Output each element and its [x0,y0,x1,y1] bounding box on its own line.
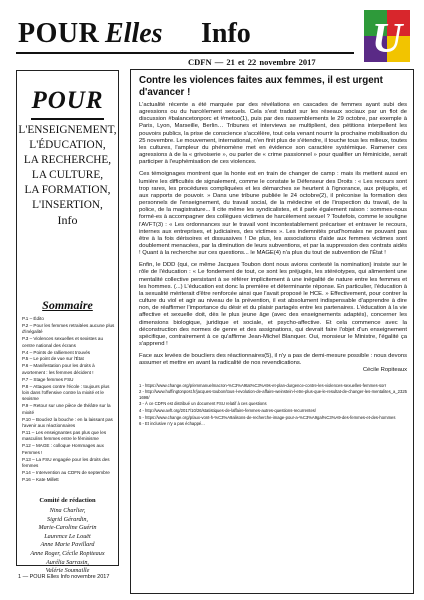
sommaire-item[interactable]: P.3 – Violences sexuelles et sexistes au centre national des écrans [22,336,104,348]
fsu-logo-icon [364,10,410,62]
comite-member: Valérie Soumaille [45,567,90,575]
comite-member: Marie-Caroline Guérin [38,524,97,532]
footnote: 6 - Et inclusive n'y a pas échappé... [139,421,205,427]
comite-member: Sigrid Gérardin, [46,515,89,523]
field-line: Info [57,213,78,227]
footnote[interactable]: 5 - https://www.change.org/p/aux-vont-h-%C3%A9alisons-de-recherche-image-pour-a-%C3%A9gal%C3%A9-des-femmes-et-des-hommes [139,414,396,420]
masthead-info: Info [201,18,251,49]
masthead-elles: Elles [105,18,163,49]
article-title: Contre les violences faites aux femmes, il est urgent d'avancer ! [139,75,383,98]
sidebar-rule [31,118,104,120]
sommaire-item[interactable]: P.8 – Attaques contre l'école : toujours plus loin dans l'offensive contre la mixité et le sexisme [22,383,110,402]
comite-list [17,507,118,576]
editorial-article [130,69,414,594]
footnote[interactable]: 1 - https://www.change.org/p/emmanuelmacron-%C3%A9tat%C3%A9s-et-plan-durgence-contre-les-violences-sexuelles-femmes-sorr [139,382,387,388]
masthead-pour: POUR [18,18,100,49]
footnote: 3 - À ce CDFN est distribué un document FSU relatif à ces questions [139,401,267,407]
article-paragraph: L'actualité récente a été marquée par des révélations en cascades de femmes ayant subi des agressions ou du harcèlement sexuels. Cela s'est traduit sur les réseaux sociaux par un flot de discussion #balancetonporc et #metoo(1), puis par des rassemblements le 29 octobre, par exemple à Paris, Lyon, Marseille, Berlin… Tribunes et interviews se multiplient, des pétitions interpellent les pouvoirs publics, la prise de conscience s'accélère, tout cela venant nourrir la prochaine mobilisation du 25 novembre. Le mouvement, international, n'en finit plus de s'étendre, il touche tous les milieux, toutes les cultures, l'ampleur du phénomène met en évidence son caractère systémique. Ramener ces agressions à de la « grivoiserie », ou parler de « crime passionnel » pour qualifier un féminicide, serait participer à l'euphémisation de ces violences. [139,102,407,166]
field-line: L'ENSEIGNEMENT, [18,124,117,136]
sommaire-item[interactable]: P.11 – Les enseignantes pas plus que les masculins femmes entre le féminisme [22,429,107,442]
sommaire-title: Sommaire [42,298,93,312]
issue-line: CDFN — 21 et 22 novembre 2017 [188,57,316,67]
left-sidebar [16,70,119,575]
article-paragraph: Face aux levées de boucliers des réactionnaires(5), il n'y a pas de demi-mesure possible : nous devons assumer et mettre en avant la radicalité de nos revendications. [139,353,407,367]
field-line: LA FORMATION, [24,184,111,196]
sommaire-item[interactable]: P.7 – Stage femmes FSU [22,376,74,382]
field-line: LA RECHERCHE, [23,154,112,166]
sommaire-item[interactable]: P.10 – Bouclez la bouche : en la laissant pas l'avenir aux réactionnaires [22,416,113,428]
field-line: L'ÉDUCATION, [29,139,106,151]
footnote[interactable]: 4 - http://www.avft.org/2017/10/26/statistiques-de-laffaire-femmes-autres-questions-recurrentes/ [139,408,317,413]
svg-text:U: U [371,16,403,62]
page-footer: 1 — POUR Elles Info novembre 2017 [18,574,110,580]
masthead-rule [16,52,354,54]
comite-member: Anne Marie Pavillard [40,541,95,549]
sidebar-pour: POUR [31,87,104,114]
article-paragraph: Enfin, le DDD (qui, ce même Jacques Toubon dont nous avions contesté la nomination) insiste sur le rôle de l'éducation : « Le fondement de tout, ce sont les préjugés, les stéréotypes, qui alimentent une mentalité collective persistant à se référer implicitement à une inégalité de nature entre les femmes et les hommes. (...) L'éducation est donc la première et déterminante réponse. En particulier, l'éducation à la sexualité mériterait d'être renforcée ainsi que l'avait proposé le HCE. » Effectivement, pour contrer la culture du viol et agir au niveau de la prévention, il est absolument indispensable d'apprendre à dire non, de réaffirmer l'importance du désir et du plaisir partagés entre les partenaires. L'éducation à la vie affective et sexuelle doit, dès le plus jeune âge (avec des enseignements adaptés), concerner les dimensions biologique, juridique et sociale, et psycho-affective. Et cela commence avec la déconstruction des normes de genre et des assignations, qui devrait faire l'objet d'un enseignement spécifique, contrairement à ce qu'affirme Jean-Michel Blanquer. Oui, monsieur le Ministre, l'égalité ça s'apprend ! [139,262,407,347]
comite-member: Laurence Le Louët [44,532,91,540]
footnote[interactable]: 2 - http://www.huffingtonpost.fr/jacques-toubon/tous-l-evolution-de-affaire-weinstein-l-etre-plus-que-le-resultat-de-changer-les-mentalites_a_23251698/ [139,389,407,400]
sommaire-item[interactable]: P.1 – Édito [22,316,44,321]
sommaire-item[interactable]: P.9 – Retour sur une pièce de théâtre sur la mixité [22,403,111,415]
comite-member: Nina Charlier, [49,507,86,514]
sommaire-item[interactable]: P.14 – Intervention au CDFN de septembre [22,469,110,475]
field-line: LA CULTURE, [31,169,104,181]
article-body [139,102,407,428]
article-signature: Cécile Ropiteaux [362,367,407,374]
comite-title: Comité de rédaction [39,497,96,504]
sidebar-fields [17,123,118,228]
sommaire-item[interactable]: P.16 – Kate Millett [22,476,59,482]
article-paragraph: Ces témoignages montrent que la honte est en train de changer de camp : mais ils mettent aussi en lumière les difficultés de signalement, comme le constate le Défenseur des Droits : « Les recours sont trop rares, les procédures compliquées et les démarches se heurtent à l'ignorance, aux préjugés, et aux rapports de pouvoir. » Dans une tribune publiée le 24 octobre(2), il préconise la formation des personnels de l'enseignement, du travail social, de la médecine et de l'inspection du travail, de la police, de la magistrature... Il cite même les syndicalistes, et il parle également raison : sommes-nous formé-es à accompagner des collègues victimes de harcèlement sexuel ? Toutefois, comme le souligne l'AVFT(3) : « Les ordonnances sur le travail vont incontestablement précariser et entraver le recours, internes aux entreprises, et judiciaires, des victimes ». Les indemnités prud'homales ne pouvant pas être à la fois dérisoires et dissuasives ! De plus, les associations d'aide aux femmes victimes sont doublement menacées, par la diminution de leurs subventions, et par la suppression des contrats aidés ! Quant à la recherche sur ces questions... le MAGE(4) n'a plus du tout de subvention de l'État ! [139,171,407,257]
sommaire-item[interactable]: P.4 – Points de ralliement trouvés [22,349,91,355]
comite-member: Aurélia Sarrasin, [46,558,89,566]
sommaire-item[interactable]: P.12 – MAGE : colloque Hommages aux Femmes ! [22,443,104,455]
field-line: L'INSERTION, [32,199,103,211]
sommaire-item[interactable]: P.2 – Pour les femmes retraitées aucune plus d'inégalité [22,322,115,335]
sommaire-item[interactable]: P.6 – Manifestation pour les droits à avortement : les femmes décident ! [22,363,95,375]
sommaire-list [22,316,116,484]
footnotes [139,383,407,427]
sommaire-item[interactable]: P.13 – La FSU engagée pour les droits des femmes [22,456,110,468]
sommaire-item[interactable]: P.5 – Le point de vue sur l'État [22,356,84,362]
comite-member: Anne Roger, Cécile Ropiteaux [30,549,105,557]
